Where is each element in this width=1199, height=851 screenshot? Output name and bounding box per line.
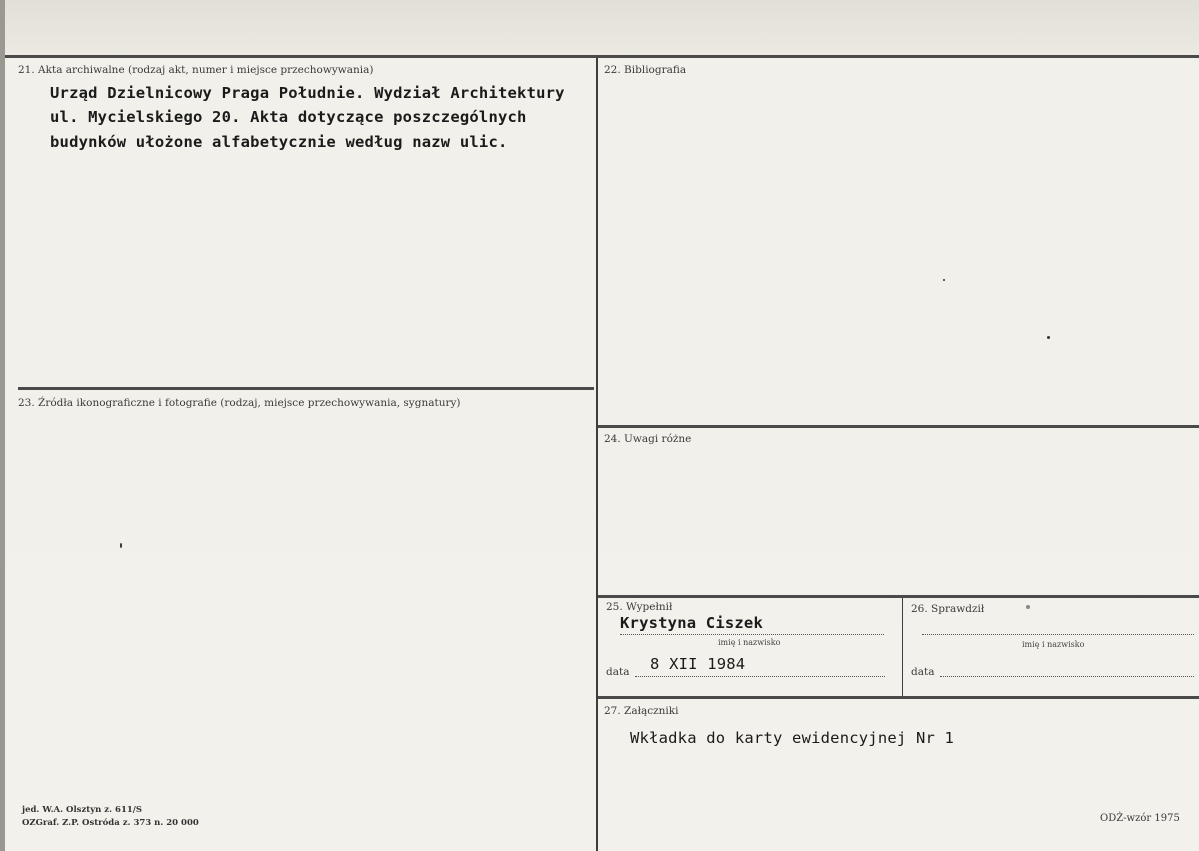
field-25-name-caption: imię i nazwisko (718, 638, 781, 647)
field-25-date-label: data (606, 666, 630, 678)
field-22-label: 22. Bibliografia (604, 64, 687, 76)
footer-print-line-1: jed. W.A. Olsztyn z. 611/S (22, 805, 143, 815)
top-rule (5, 55, 1199, 58)
paper-speck (943, 279, 945, 281)
card-left-edge (0, 0, 5, 851)
paper-speck (1026, 605, 1030, 609)
divider-25-26 (902, 598, 903, 696)
field-21-line-1: Urząd Dzielnicowy Praga Południe. Wydział Architektury (50, 84, 565, 102)
field-26-name-caption: imię i nazwisko (1022, 640, 1085, 649)
field-24-label: 24. Uwagi różne (604, 433, 692, 445)
paper-speck (1047, 336, 1050, 339)
field-25-date-line (635, 676, 885, 677)
field-27-label: 27. Załączniki (604, 705, 679, 717)
field-26-label: 26. Sprawdził (911, 603, 985, 615)
rule-21-23 (18, 387, 594, 390)
field-27-text: Wkładka do karty ewidencyjnej Nr 1 (630, 729, 955, 747)
card-top-band (0, 0, 1199, 55)
field-26-date-line (940, 676, 1194, 677)
field-26-name-line (922, 634, 1194, 635)
rule-22-24 (598, 425, 1199, 428)
field-25-name-line (620, 634, 884, 635)
paper-speck (120, 543, 122, 548)
form-id: ODŻ-wzór 1975 (1100, 813, 1180, 824)
field-21-line-2: ul. Mycielskiego 20. Akta dotyczące poszczególnych (50, 108, 527, 126)
rule-24-25 (598, 595, 1199, 598)
field-25-name: Krystyna Ciszek (620, 614, 763, 632)
field-21-line-3: budynków ułożone alfabetycznie według nazw ulic. (50, 133, 508, 151)
footer-print-line-2: OZGraf. Z.P. Ostróda z. 373 n. 20 000 (22, 818, 199, 828)
field-23-label: 23. Źródła ikonograficzne i fotografie (rodzaj, miejsce przechowywania, sygnatury) (18, 397, 461, 409)
rule-25-27 (598, 696, 1199, 699)
field-25-date: 8 XII 1984 (650, 655, 746, 673)
field-26-date-label: data (911, 666, 935, 678)
field-21-label: 21. Akta archiwalne (rodzaj akt, numer i miejsce przechowywania) (18, 64, 374, 76)
field-25-label: 25. Wypełnił (606, 601, 673, 613)
center-divider (596, 58, 598, 851)
